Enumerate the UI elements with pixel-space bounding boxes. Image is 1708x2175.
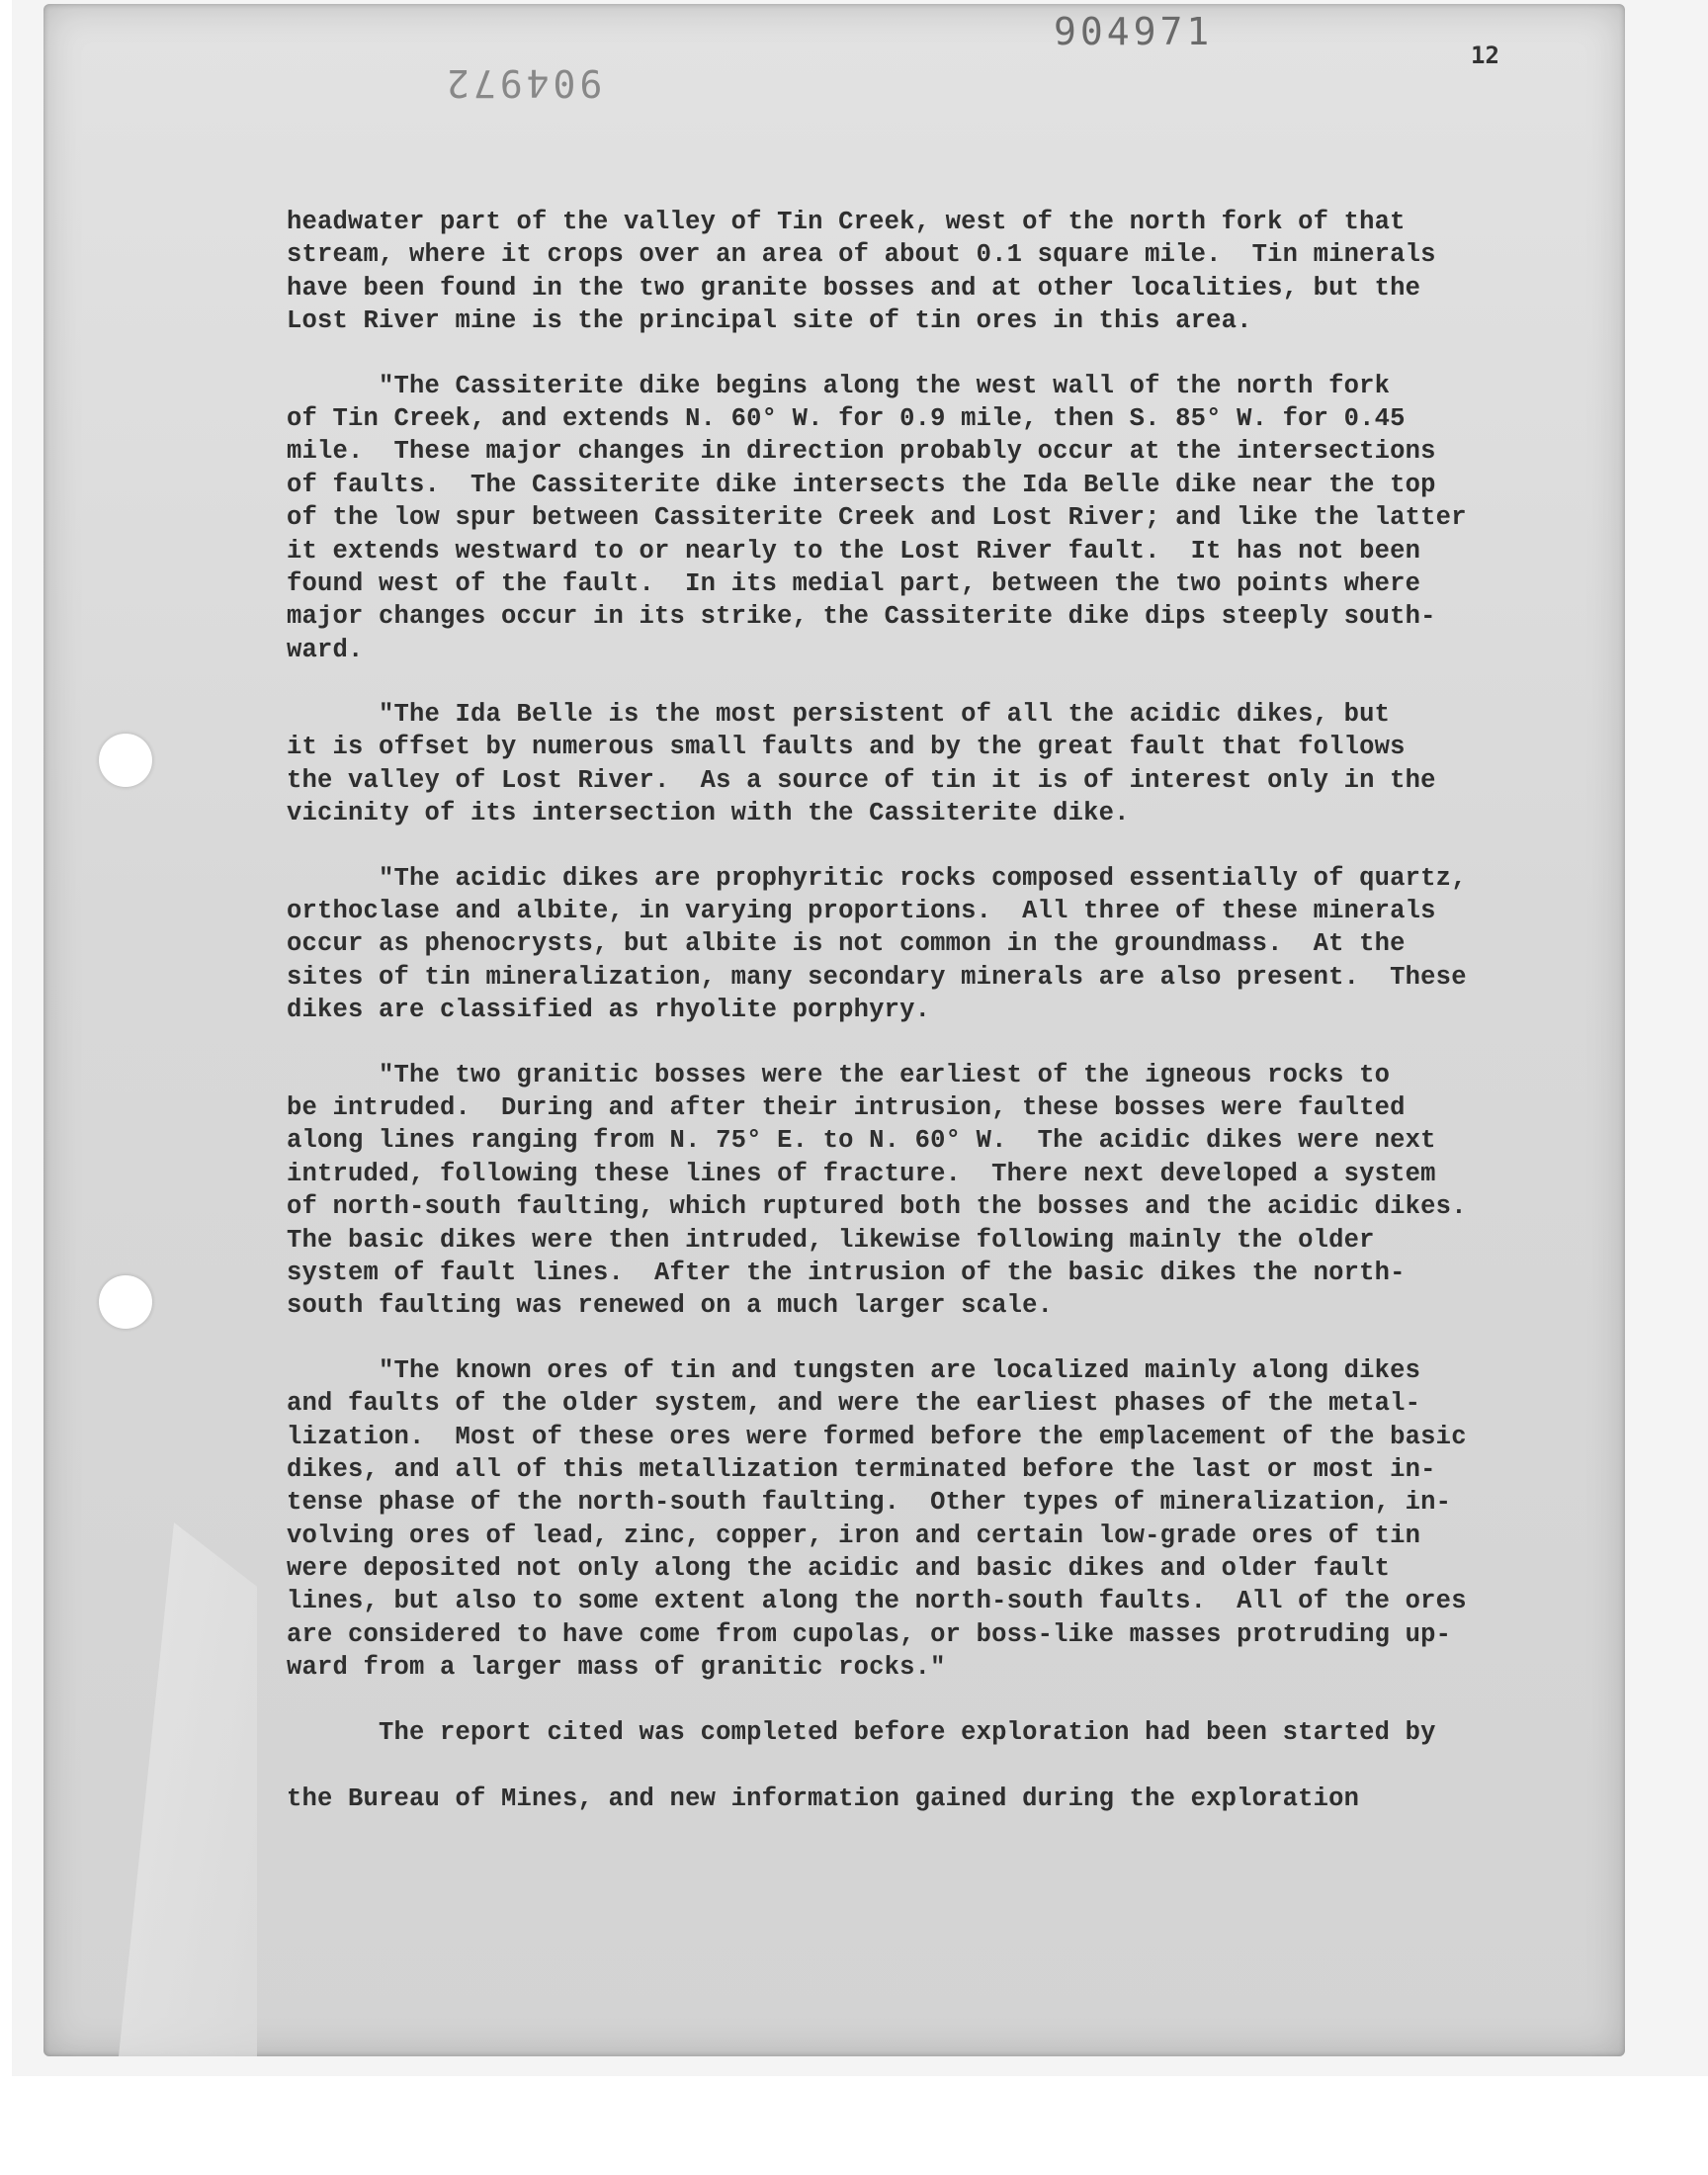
text-line: system of fault lines. After the intrusion of the basic dikes the north- [287, 1258, 1406, 1287]
punch-hole-upper [99, 734, 152, 787]
text-line: sites of tin mineralization, many secondary minerals are also present. These [287, 962, 1467, 992]
text-line: found west of the fault. In its medial part, between the two points where [287, 568, 1421, 598]
text-line: lines, but also to some extent along the north-south faults. All of the ores [287, 1587, 1467, 1616]
text-line: and faults of the older system, and were the earliest phases of the metal- [287, 1389, 1421, 1419]
text-line: occur as phenocrysts, but albite is not common in the groundmass. At the [287, 929, 1406, 959]
text-line: it extends westward to or nearly to the Lost River fault. It has not been [287, 536, 1421, 566]
text-line: "The Cassiterite dike begins along the west wall of the north fork [287, 371, 1391, 400]
scan-bottom-margin [0, 2076, 1708, 2175]
text-line: stream, where it crops over an area of about 0.1 square mile. Tin minerals [287, 240, 1436, 270]
text-line: intruded, following these lines of fracture. There next developed a system [287, 1159, 1436, 1188]
text-line: were deposited not only along the acidic and basic dikes and older fault [287, 1554, 1391, 1584]
text-line: "The acidic dikes are prophyritic rocks composed essentially of quartz, [287, 863, 1467, 893]
punch-hole-lower [99, 1275, 152, 1329]
text-line: The report cited was completed before exploration had been started by [287, 1717, 1436, 1747]
paragraph [287, 1716, 1601, 1749]
text-line: ward from a larger mass of granitic rocks." [287, 1653, 946, 1683]
paragraph [287, 698, 1601, 830]
scan-left-margin [0, 0, 12, 2076]
paragraph [287, 1059, 1601, 1323]
bleed-through-stamp: 904972 [443, 61, 603, 105]
text-line: be intruded. During and after their intrusion, these bosses were faulted [287, 1092, 1406, 1122]
text-line: of faults. The Cassiterite dike intersects the Ida Belle dike near the top [287, 470, 1436, 499]
text-line: south faulting was renewed on a much larger scale. [287, 1291, 1054, 1321]
text-line: "The two granitic bosses were the earliest of the igneous rocks to [287, 1060, 1391, 1089]
text-line: major changes occur in its strike, the Cassiterite dike dips steeply south- [287, 602, 1436, 632]
text-line: volving ores of lead, zinc, copper, iron and certain low-grade ores of tin [287, 1521, 1421, 1550]
text-line: dikes are classified as rhyolite porphyry. [287, 996, 931, 1025]
text-line: the valley of Lost River. As a source of tin it is of interest only in the [287, 765, 1436, 795]
page-number: 12 [1471, 42, 1499, 69]
text-line: it is offset by numerous small faults and by the great fault that follows [287, 733, 1406, 762]
text-line: "The known ores of tin and tungsten are localized mainly along dikes [287, 1355, 1421, 1385]
paragraph [287, 862, 1601, 1027]
text-line: of Tin Creek, and extends N. 60° W. for 0.9 mile, then S. 85° W. for 0.45 [287, 403, 1406, 433]
document-stamp-number: 904971 [1054, 10, 1214, 53]
text-line: are considered to have come from cupolas, or boss-like masses protruding up- [287, 1619, 1452, 1649]
paragraph [287, 1354, 1601, 1685]
paragraph [287, 206, 1601, 338]
text-line: ward. [287, 635, 364, 664]
text-line: along lines ranging from N. 75° E. to N. 60° W. The acidic dikes were next [287, 1126, 1436, 1156]
text-line: Lost River mine is the principal site of tin ores in this area. [287, 306, 1252, 336]
text-line: mile. These major changes in direction probably occur at the intersections [287, 437, 1436, 467]
text-line: The basic dikes were then intruded, likewise following mainly the older [287, 1225, 1375, 1255]
text-line: dikes, and all of this metallization terminated before the last or most in- [287, 1454, 1436, 1484]
text-line-final: the Bureau of Mines, and new information gained during the exploration [287, 1784, 1360, 1814]
text-line: orthoclase and albite, in varying proportions. All three of these minerals [287, 897, 1436, 926]
text-line: of the low spur between Cassiterite Creek and Lost River; and like the latter [287, 503, 1467, 533]
text-line: vicinity of its intersection with the Cassiterite dike. [287, 799, 1130, 828]
text-line: lization. Most of these ores were formed before the emplacement of the basic [287, 1422, 1467, 1451]
text-line: "The Ida Belle is the most persistent of all the acidic dikes, but [287, 700, 1391, 730]
text-line: headwater part of the valley of Tin Creek, west of the north fork of that [287, 208, 1406, 236]
paragraph [287, 370, 1601, 667]
text-line: of north-south faulting, which ruptured both the bosses and the acidic dikes. [287, 1192, 1467, 1222]
text-line: tense phase of the north-south faulting. Other types of mineralization, in- [287, 1488, 1452, 1518]
document-body [287, 206, 1601, 1815]
text-line: have been found in the two granite bosses and at other localities, but the [287, 273, 1421, 303]
